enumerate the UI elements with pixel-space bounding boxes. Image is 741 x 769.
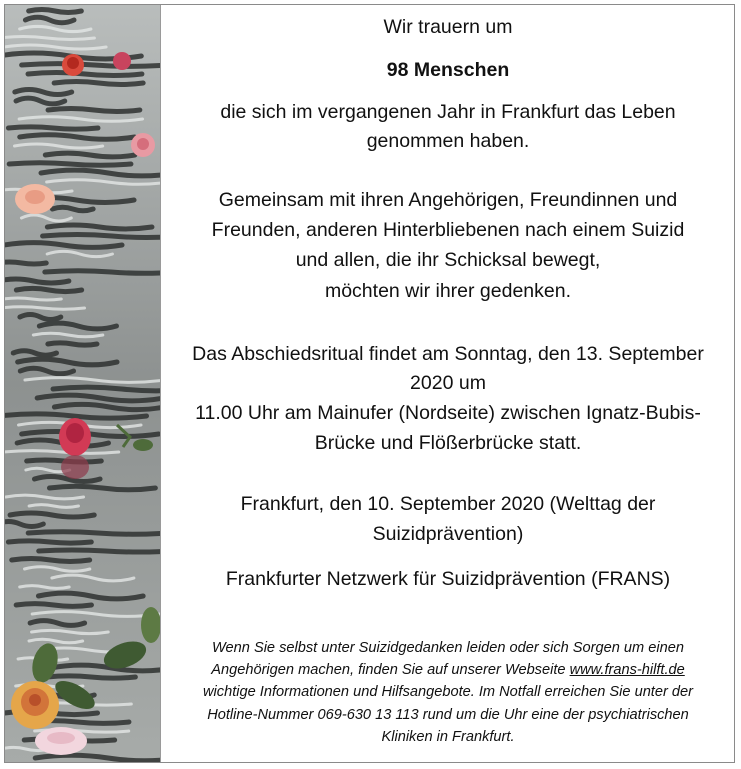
water-ripple [45,271,160,274]
water-ripple [8,127,98,129]
remembrance-line-3: und allen, die ihr Schicksal bewegt, [295,249,601,271]
rose-pink-top [113,52,131,70]
water-ripple [16,288,81,291]
intro-line-2: genommen haben. [366,130,530,152]
water-ripple [12,559,90,562]
water-ripple [29,10,82,13]
water-ripple [47,676,136,678]
remembrance-line-2: Freunden, anderen Hinterbliebenen nach einem Suizid [211,219,685,241]
remembrance-line-1: Gemeinsam mit ihren Angehörigen, Freundinnen und [218,189,678,211]
water-ripple [28,532,160,534]
help-line-4: Hotline-Nummer 069-630 13 113 rund um die Uhr eine der psychiatrischen [207,707,689,723]
ritual-line-2: 2020 um [410,372,486,394]
rose-pink-small [131,133,155,157]
water-ripple [39,550,160,552]
organization-name: Frankfurter Netzwerk für Suizidprävention (FRANS) [225,568,671,590]
dateline-line-2: Suizidprävention) [372,523,524,545]
ritual-line-4: Brücke und Flößerbrücke statt. [314,432,582,454]
water-ripple [54,82,143,85]
water-ripple [9,163,131,166]
water-ripple [22,64,160,67]
help-line-5: Kliniken in Frankfurt. [381,729,515,745]
water-ripple [16,604,91,607]
help-line-2-text: Angehörigen machen, finden Sie auf unserer Webseite [211,662,570,678]
website-link[interactable]: www.frans-hilft.de [569,662,685,678]
ritual-line-3: 11.00 Uhr am Mainufer (Nordseite) zwischen Ignatz-Bubis- [195,402,701,424]
water-ripple [28,72,142,75]
notice-frame [4,4,735,763]
rose-red-top [62,54,84,76]
count-line: 98 Menschen [386,59,510,81]
water-ripple [48,343,97,345]
rose-peach [15,184,55,214]
remembrance-line-4: möchten wir ihrer gedenken. [324,280,572,302]
rose-yellow-bottom [11,681,59,729]
water-ripple [5,262,46,264]
ritual-line-1: Das Abschiedsritual findet am Sonntag, den 13. September [192,343,704,365]
help-line-3: wichtige Informationen und Hilfsangebote. Im Notfall erreichen Sie unter der [203,684,693,700]
dateline-line-1: Frankfurt, den 10. September 2020 (Welttag der [240,493,656,515]
water-ripple [8,541,91,543]
intro-line-1: die sich im vergangenen Jahr in Frankfurt das Leben [220,101,676,123]
water-ripple [48,109,140,112]
help-line-2 [165,659,731,682]
help-line-1: Wenn Sie selbst unter Suizidgedanken leiden oder sich Sorgen um einen [212,640,684,656]
water-roses-photo [5,5,161,762]
petal-pale-bottom [35,727,87,755]
heading: Wir trauern um [383,16,513,38]
